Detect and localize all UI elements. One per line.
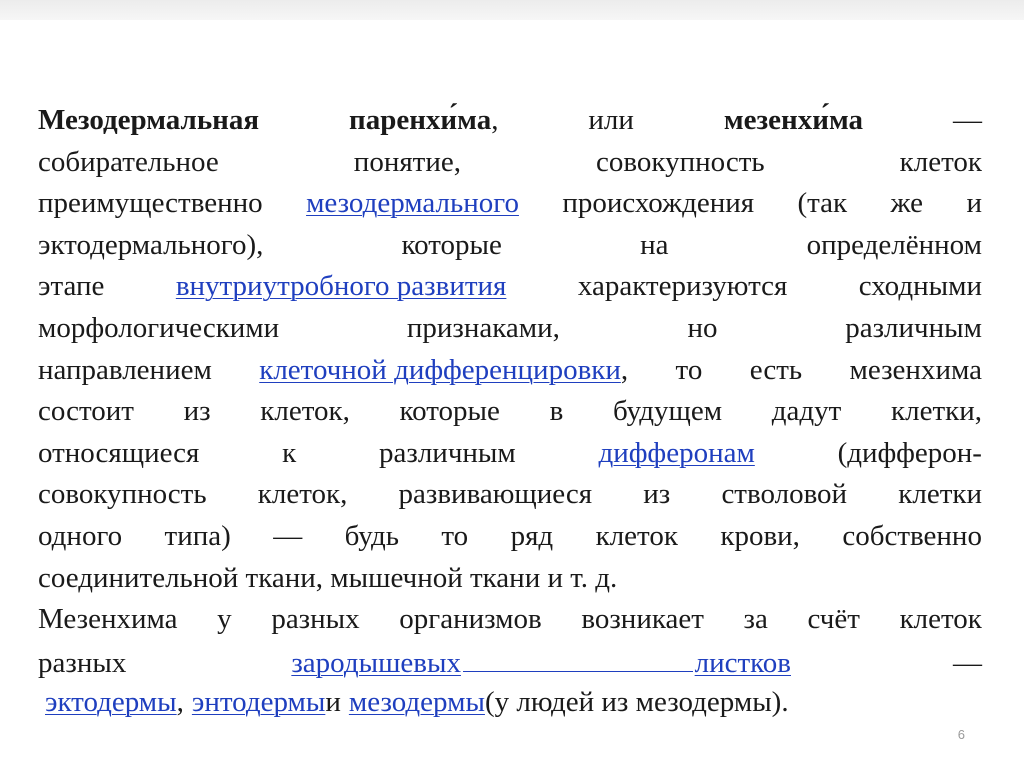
- text-line: [38, 474, 982, 516]
- word: (так: [797, 187, 848, 220]
- link-mesodermal[interactable]: мезодермального: [306, 187, 519, 220]
- word: из: [643, 478, 671, 511]
- text-run: соединительной ткани, мышечной ткани и т. д.: [38, 561, 618, 594]
- word: признаками,: [406, 311, 560, 344]
- text-line: [38, 308, 982, 350]
- text-line: [38, 599, 982, 641]
- word: Мезенхима: [38, 603, 178, 636]
- link-germ-layers-a[interactable]: зародышевых: [291, 646, 461, 679]
- word: клеток: [899, 603, 982, 636]
- word: разных: [271, 603, 360, 636]
- word: же: [890, 187, 924, 220]
- word: одного: [38, 519, 123, 552]
- text-line: [38, 183, 982, 225]
- word: относящиеся: [38, 436, 200, 469]
- word: эктодермального),: [38, 228, 264, 261]
- word: или: [588, 104, 634, 136]
- link-intrauterine-development[interactable]: внутриутробного развития: [175, 270, 507, 303]
- word: преимущественно: [38, 187, 263, 220]
- text-line: [38, 641, 982, 683]
- word: дадут: [771, 395, 842, 428]
- text-line: [38, 682, 982, 724]
- page-number: 6: [957, 727, 965, 742]
- text-line: [38, 225, 982, 267]
- link-germ-layers-b[interactable]: листков: [694, 646, 791, 679]
- word: будущем: [612, 395, 723, 428]
- word: развивающиеся: [398, 478, 593, 511]
- link-cell-differentiation[interactable]: клеточной дифференцировки: [259, 353, 621, 386]
- word: происхождения: [562, 187, 755, 220]
- word: определённом: [806, 228, 982, 261]
- word: типа): [164, 519, 231, 552]
- word: этапе: [38, 270, 105, 303]
- word: совокупность: [596, 145, 765, 178]
- word: которые: [399, 395, 500, 428]
- text-line: [38, 266, 982, 308]
- dash: —: [953, 646, 982, 679]
- word: но: [687, 311, 718, 344]
- word: возникает: [581, 603, 704, 636]
- word: сходными: [858, 270, 982, 303]
- text-line: [38, 350, 982, 392]
- word: и: [325, 686, 341, 719]
- word: из: [183, 395, 211, 428]
- term-mesenchyme: мезенхи́ма: [723, 104, 863, 136]
- word: организмов: [399, 603, 542, 636]
- text-line: [38, 391, 982, 433]
- word: к: [282, 436, 297, 469]
- word: и: [966, 187, 982, 220]
- link-wrap: [45, 682, 184, 724]
- text-line: [38, 142, 982, 184]
- link-ectoderm[interactable]: эктодермы: [45, 686, 177, 719]
- word: морфологическими: [38, 311, 280, 344]
- comma: ,: [491, 104, 499, 136]
- word: различным: [379, 436, 516, 469]
- word: характеризуются: [577, 270, 788, 303]
- word: за: [743, 603, 768, 636]
- word: в: [549, 395, 564, 428]
- slide-top-bar: [0, 0, 1024, 20]
- text-line: [38, 100, 982, 142]
- word: клеток: [899, 145, 982, 178]
- word: клеток: [595, 519, 678, 552]
- word: будь: [344, 519, 399, 552]
- link-mesoderm[interactable]: мезодермы: [348, 686, 485, 719]
- term-mesodermal: Мезодермальная: [38, 104, 260, 136]
- word: клеток,: [257, 478, 348, 511]
- word: мезенхима: [849, 353, 982, 386]
- word: совокупность: [38, 478, 207, 511]
- word: —: [273, 519, 303, 552]
- dash: —: [952, 104, 982, 136]
- word: собственно: [842, 519, 982, 552]
- comma: ,: [176, 686, 184, 719]
- slide-text: [38, 100, 982, 724]
- term-parenchyma-wrap: [349, 100, 498, 142]
- text-line: [38, 558, 982, 600]
- text-line: [38, 516, 982, 558]
- word: понятие,: [353, 145, 461, 178]
- word: ряд: [510, 519, 554, 552]
- word: у: [217, 603, 232, 636]
- word: есть: [749, 353, 803, 386]
- word: которые: [401, 228, 502, 261]
- word: на: [640, 228, 669, 261]
- word: то: [675, 353, 703, 386]
- word: крови,: [720, 519, 800, 552]
- text-run: (у людей из мезодермы).: [484, 686, 789, 719]
- term-parenchyma: паренхи́ма: [349, 104, 492, 136]
- link-wrap: [259, 350, 628, 392]
- word: то: [441, 519, 469, 552]
- word: (дифферон-: [837, 436, 982, 469]
- text-line: [38, 433, 982, 475]
- word: стволовой: [721, 478, 848, 511]
- link-endoderm[interactable]: энтодермы: [191, 686, 326, 719]
- word: различным: [845, 311, 982, 344]
- word: клетки,: [891, 395, 982, 428]
- link-underline-gap: [463, 641, 693, 672]
- link-differons[interactable]: дифферонам: [598, 436, 755, 469]
- word: счёт: [807, 603, 860, 636]
- word: разных: [38, 646, 127, 679]
- word: направлением: [38, 353, 212, 386]
- word: клеток,: [260, 395, 350, 428]
- word: клетки: [898, 478, 982, 511]
- comma: ,: [620, 353, 629, 386]
- word: состоит: [38, 395, 134, 428]
- word: собирательное: [38, 145, 219, 178]
